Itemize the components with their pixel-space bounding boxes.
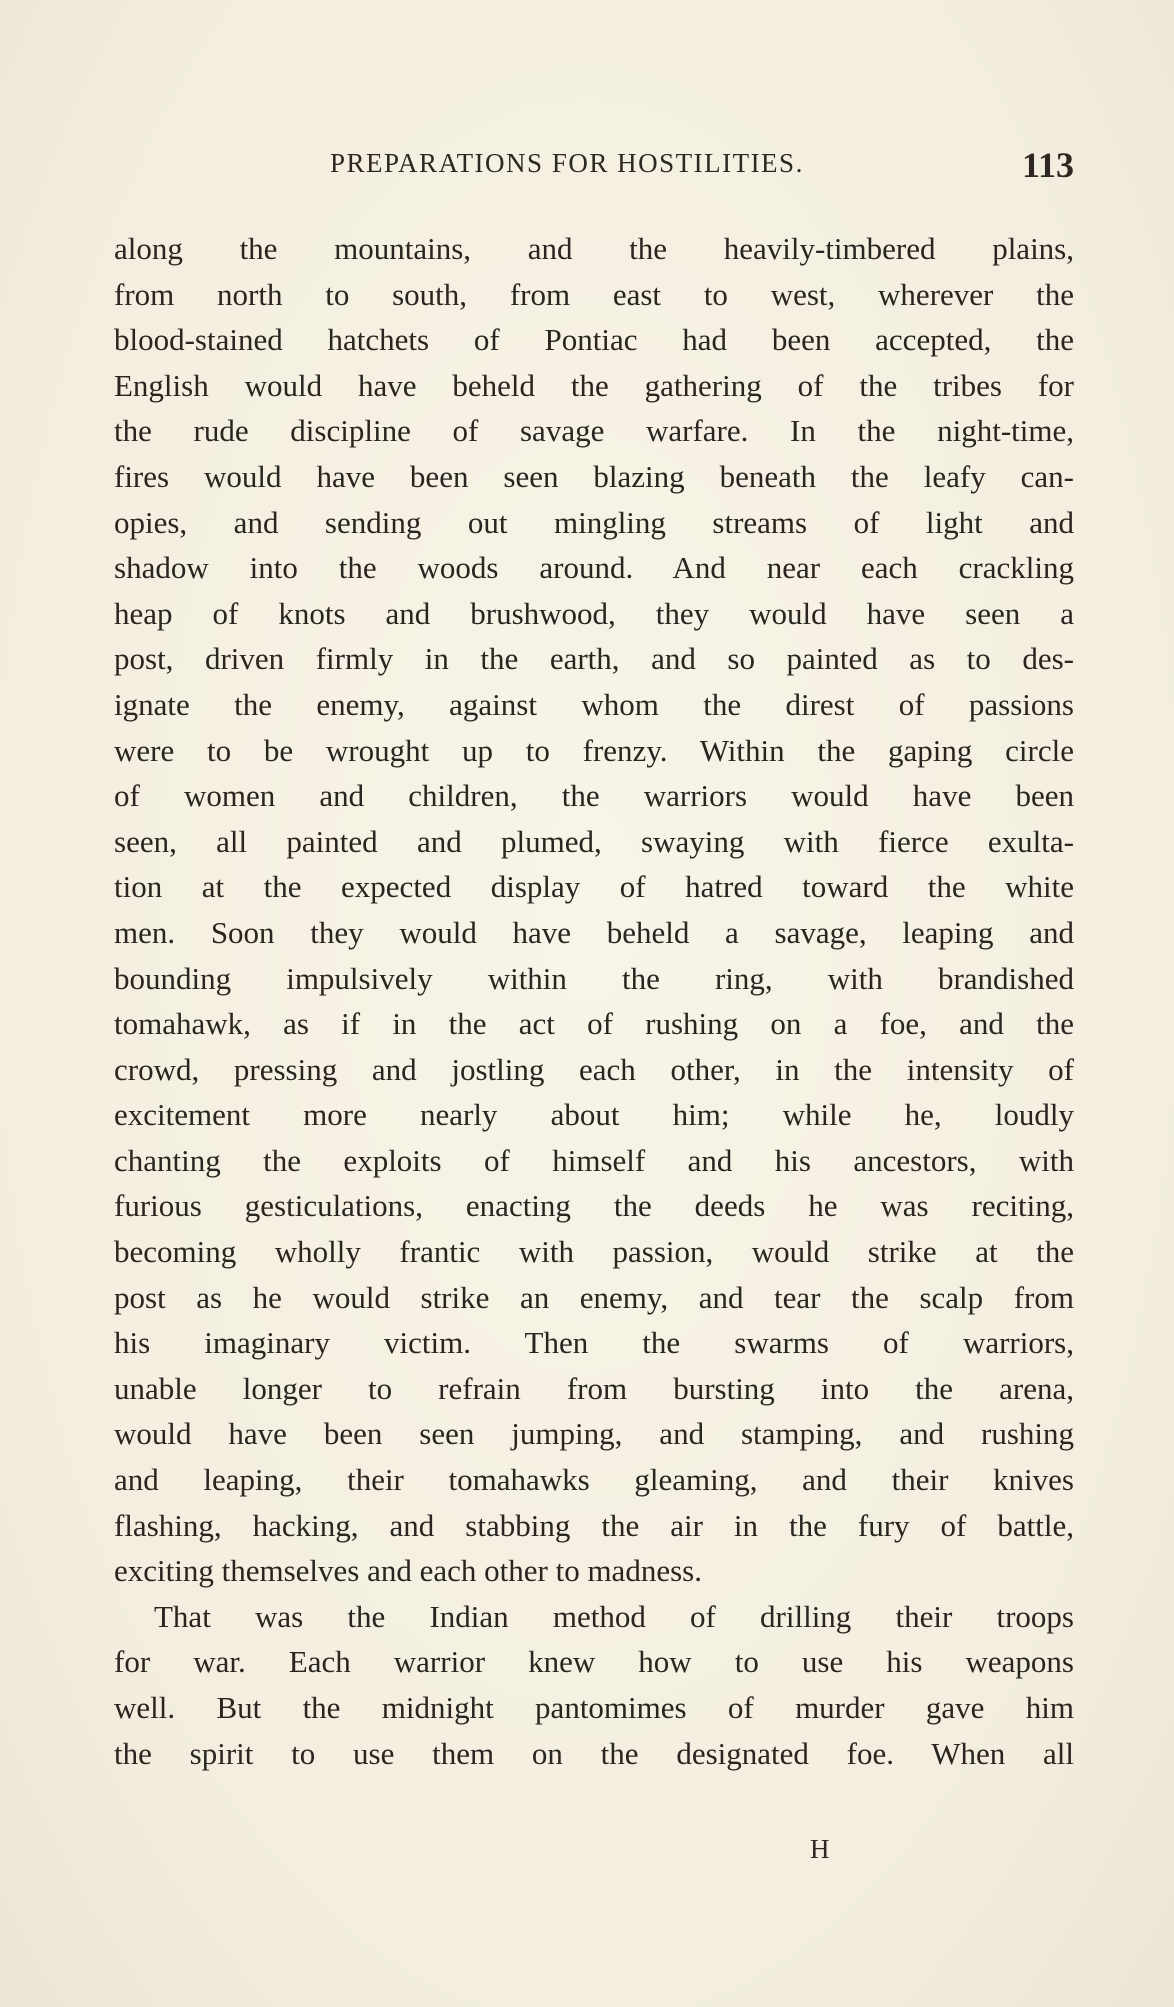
text-line: fires would have been seen blazing beneath the leafy can- <box>114 458 1074 494</box>
text-line: That was the Indian method of drilling their troops <box>154 1598 1074 1634</box>
text-line: opies, and sending out mingling streams of light and <box>114 504 1074 540</box>
running-head: PREPARATIONS FOR HOSTILITIES. <box>330 148 804 178</box>
text-line: and leaping, their tomahawks gleaming, and their knives <box>114 1462 1074 1498</box>
text-line: his imaginary victim. Then the swarms of warriors, <box>114 1325 1074 1361</box>
text-line: English would have beheld the gathering of the tribes for <box>114 367 1074 403</box>
text-line: flashing, hacking, and stabbing the air in the fury of battle, <box>114 1507 1074 1543</box>
text-line: of women and children, the warriors would have been <box>114 778 1074 814</box>
text-line: ignate the enemy, against whom the direst of passions <box>114 686 1074 722</box>
text-line: the spirit to use them on the designated foe. When all <box>114 1735 1074 1771</box>
text-line: exciting themselves and each other to madness. <box>114 1553 702 1589</box>
text-line: heap of knots and brushwood, they would have seen a <box>114 595 1074 631</box>
text-line: along the mountains, and the heavily-timbered plains, <box>114 231 1074 266</box>
text-line: tion at the expected display of hatred toward the white <box>114 869 1074 905</box>
text-line: seen, all painted and plumed, swaying with fierce exulta- <box>114 823 1074 859</box>
text-line: furious gesticulations, enacting the deeds he was reciting, <box>114 1188 1074 1224</box>
text-line: well. But the midnight pantomimes of murder gave him <box>114 1690 1074 1725</box>
text-line: chanting the exploits of himself and his ancestors, with <box>114 1142 1074 1178</box>
text-line: were to be wrought up to frenzy. Within the gaping circle <box>114 732 1074 768</box>
text-line: blood-stained hatchets of Pontiac had been accepted, the <box>114 322 1074 358</box>
text-line: bounding impulsively within the ring, with brandished <box>114 960 1074 996</box>
text-line: would have been seen jumping, and stamping, and rushing <box>114 1416 1074 1452</box>
text-line: becoming wholly frantic with passion, would strike at the <box>114 1234 1074 1270</box>
body-text <box>114 226 1074 1776</box>
text-line: tomahawk, as if in the act of rushing on a foe, and the <box>114 1006 1074 1042</box>
signature-mark: H <box>810 1834 830 1864</box>
text-line: crowd, pressing and jostling each other, in the intensity of <box>114 1051 1074 1087</box>
page-number: 113 <box>1021 145 1074 185</box>
text-line: post, driven firmly in the earth, and so painted as to des- <box>114 641 1074 677</box>
page-header <box>330 145 1074 188</box>
text-line: excitement more nearly about him; while he, loudly <box>114 1097 1074 1133</box>
text-line: men. Soon they would have beheld a savage, leaping and <box>114 914 1074 950</box>
text-line: shadow into the woods around. And near each crackling <box>114 550 1074 586</box>
text-line: the rude discipline of savage warfare. In the night-time, <box>114 413 1074 449</box>
text-line: unable longer to refrain from bursting into the arena, <box>114 1370 1074 1406</box>
text-line: post as he would strike an enemy, and tear the scalp from <box>114 1279 1074 1315</box>
text-line: from north to south, from east to west, wherever the <box>114 276 1074 312</box>
text-line: for war. Each warrior knew how to use his weapons <box>114 1644 1074 1680</box>
